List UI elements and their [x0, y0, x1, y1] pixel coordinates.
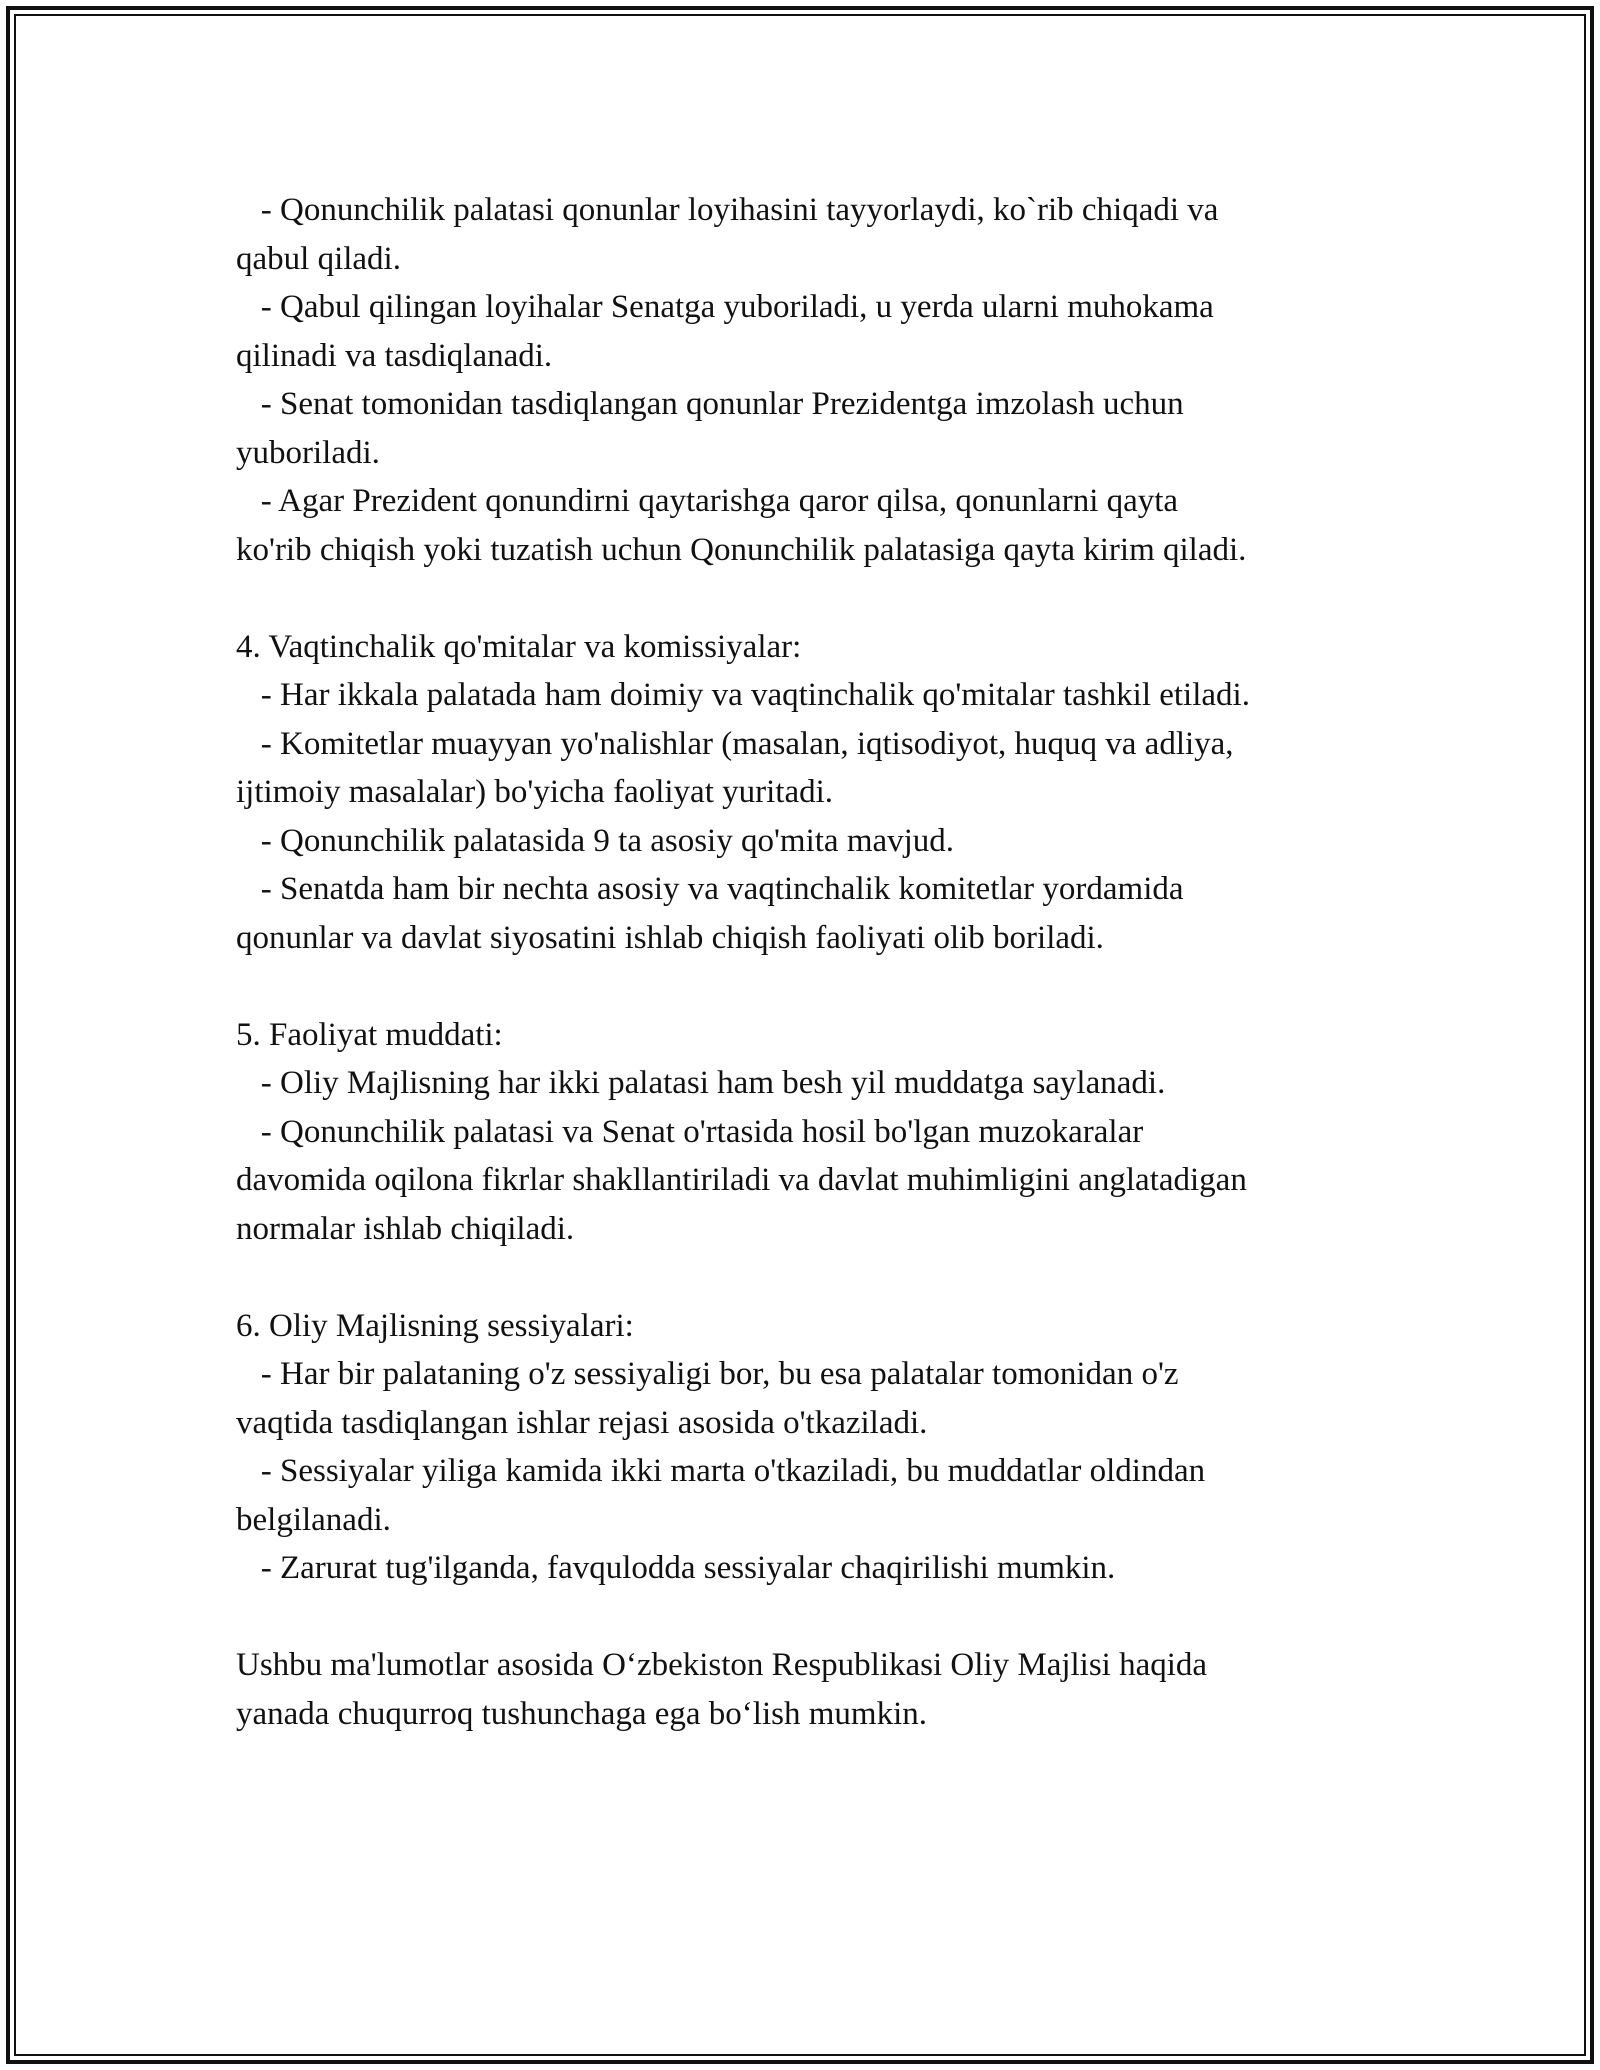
text-line: qabul qiladi.: [236, 240, 401, 277]
text-line: - Senatda ham bir nechta asosiy va vaqtinchalik komitetlar yordamida: [236, 871, 1184, 907]
document-body: [236, 186, 1376, 1738]
paragraph-gap: [236, 962, 1376, 1011]
section-sessions: [236, 1302, 1376, 1593]
text-line: - Senat tomonidan tasdiqlangan qonunlar Prezidentga imzolash uchun: [236, 386, 1184, 422]
section-committees: [236, 623, 1376, 963]
section-heading: 5. Faoliyat muddati:: [236, 1016, 503, 1053]
text-line: - Zarurat tug'ilganda, favqulodda sessiyalar chaqirilishi mumkin.: [236, 1550, 1116, 1586]
text-line: qonunlar va davlat siyosatini ishlab chiqish faoliyati olib boriladi.: [236, 919, 1104, 956]
text-line: - Sessiyalar yiliga kamida ikki marta o'tkaziladi, bu muddatlar oldindan: [236, 1453, 1206, 1489]
text-line: ijtimoiy masalalar) bo'yicha faoliyat yuritadi.: [236, 774, 834, 810]
text-line: vaqtida tasdiqlangan ishlar rejasi asosida o'tkaziladi.: [236, 1404, 928, 1441]
text-line: - Qonunchilik palatasida 9 ta asosiy qo'mita mavjud.: [236, 822, 955, 859]
text-line: yuboriladi.: [236, 434, 380, 471]
text-line: - Har bir palataning o'z sessiyaligi bor, bu esa palatalar tomonidan o'z: [236, 1356, 1179, 1392]
text-line: belgilanadi.: [236, 1501, 391, 1538]
paragraph-gap: [236, 1253, 1376, 1302]
text-line: ko'rib chiqish yoki tuzatish uchun Qonunchilik palatasiga qayta kirim qiladi.: [236, 531, 1247, 568]
paragraph-gap: [236, 574, 1376, 623]
text-line: - Qonunchilik palatasi qonunlar loyihasini tayyorlaydi, ko`rib chiqadi va: [236, 192, 1219, 228]
text-line: - Har ikkala palatada ham doimiy va vaqtinchalik qo'mitalar tashkil etiladi.: [236, 677, 1250, 713]
text-line: - Komitetlar muayyan yo'nalishlar (masalan, iqtisodiyot, huquq va adliya,: [236, 725, 1234, 762]
text-line: davomida oqilona fikrlar shakllantiriladi va davlat muhimligini anglatadigan: [236, 1162, 1247, 1198]
text-line: - Qabul qilingan loyihalar Senatga yuboriladi, u yerda ularni muhokama: [236, 289, 1214, 325]
section-intro-list: [236, 186, 1376, 574]
section-term: [236, 1011, 1376, 1254]
paragraph-gap: [236, 1593, 1376, 1642]
section-heading: 4. Vaqtinchalik qo'mitalar va komissiyalar:: [236, 628, 802, 665]
text-line: - Qonunchilik palatasi va Senat o'rtasida hosil bo'lgan muzokaralar: [236, 1113, 1144, 1150]
text-line: normalar ishlab chiqiladi.: [236, 1210, 575, 1247]
text-line: yanada chuqurroq tushunchaga ega bo‘lish mumkin.: [236, 1695, 927, 1732]
section-conclusion: [236, 1641, 1376, 1738]
text-line: - Oliy Majlisning har ikki palatasi ham besh yil muddatga saylanadi.: [236, 1065, 1166, 1101]
text-line: Ushbu ma'lumotlar asosida O‘zbekiston Respublikasi Oliy Majlisi haqida: [236, 1647, 1208, 1683]
section-heading: 6. Oliy Majlisning sessiyalari:: [236, 1307, 634, 1344]
text-line: - Agar Prezident qonundirni qaytarishga qaror qilsa, qonunlarni qayta: [236, 483, 1179, 519]
text-line: qilinadi va tasdiqlanadi.: [236, 337, 553, 374]
